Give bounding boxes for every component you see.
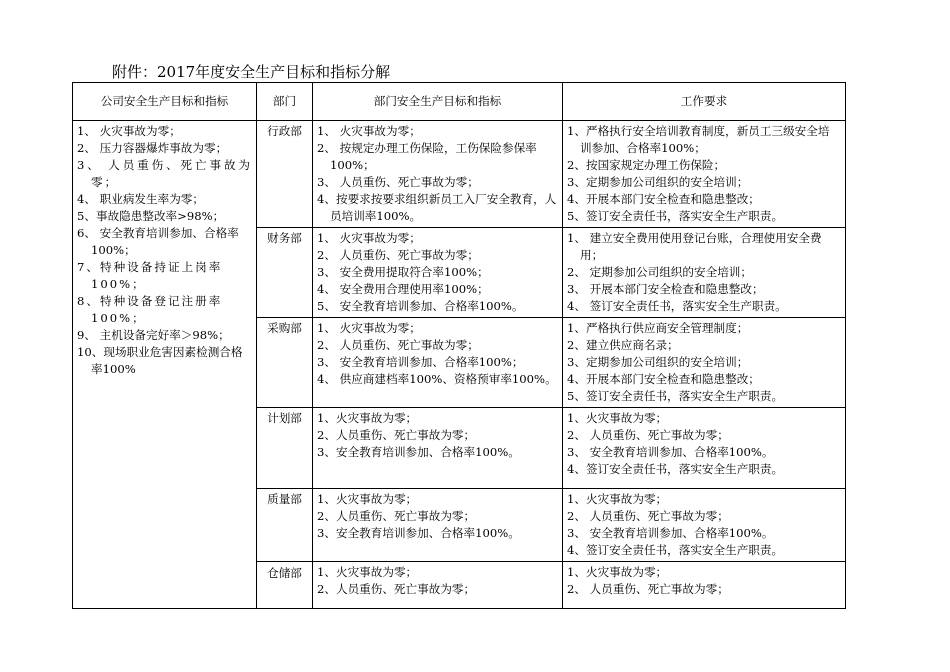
requirement-item: 5、签订安全责任书，落实安全生产职责。 xyxy=(567,389,784,403)
target-item: 4、按要求按要求组织新员工入厂安全教育，人员培训率100%。 xyxy=(317,192,557,223)
requirement-item: 1、严格执行供应商安全管理制度； xyxy=(567,321,749,335)
requirement-item: 3、 安全教育培训参加、合格率100%。 xyxy=(567,445,774,459)
requirement-item: 3、定期参加公司组织的安全培训； xyxy=(567,175,749,189)
requirement-item: 3、定期参加公司组织的安全培训； xyxy=(567,355,749,369)
requirement-item: 1、火灾事故为零； xyxy=(567,565,668,579)
targets-table xyxy=(72,82,846,609)
requirements-cell xyxy=(563,489,846,562)
requirement-item: 1、火灾事故为零； xyxy=(567,492,668,506)
department-targets-cell xyxy=(313,121,563,228)
department-targets-cell xyxy=(313,489,563,562)
company-target-item: 5、事故隐患整改率>98%； xyxy=(77,209,225,223)
department-name: 行政部 xyxy=(257,121,313,228)
department-name: 采购部 xyxy=(257,318,313,408)
target-item: 1、火灾事故为零； xyxy=(317,411,418,425)
target-item: 3、 安全费用提取符合率100%； xyxy=(317,265,489,279)
requirement-item: 1、火灾事故为零； xyxy=(567,411,668,425)
header-row xyxy=(73,83,846,121)
target-item: 1、 火灾事故为零； xyxy=(317,231,421,245)
target-item: 2、 人员重伤、死亡事故为零； xyxy=(317,338,479,352)
document-title: 附件：2017年度安全生产目标和指标分解 xyxy=(112,63,391,81)
target-item: 2、 人员重伤、死亡事故为零； xyxy=(317,248,479,262)
requirement-item: 4、签订安全责任书，落实安全生产职责。 xyxy=(567,543,784,557)
requirements-cell xyxy=(563,228,846,318)
table-row xyxy=(73,121,846,228)
requirements-cell xyxy=(563,121,846,228)
requirement-item: 2、 人员重伤、死亡事故为零； xyxy=(567,509,729,523)
requirement-item: 5、签订安全责任书，落实安全生产职责。 xyxy=(567,209,784,223)
target-item: 2、 按规定办理工伤保险，工伤保险参保率100%； xyxy=(317,141,537,172)
requirement-item: 4、开展本部门安全检查和隐患整改； xyxy=(567,372,760,386)
target-item: 1、火灾事故为零； xyxy=(317,565,418,579)
requirement-item: 2、建立供应商名录； xyxy=(567,338,679,352)
requirement-item: 2、 定期参加公司组织的安全培训； xyxy=(567,265,752,279)
company-target-item: 1、 火灾事故为零； xyxy=(77,124,181,138)
department-name: 财务部 xyxy=(257,228,313,318)
company-target-item: 10、现场职业危害因素检测合格率100% xyxy=(77,345,243,376)
department-name: 质量部 xyxy=(257,489,313,562)
department-name: 仓储部 xyxy=(257,562,313,609)
target-item: 2、人员重伤、死亡事故为零； xyxy=(317,582,476,596)
target-item: 2、人员重伤、死亡事故为零； xyxy=(317,428,476,442)
company-target-item: 3、 人员重伤、死亡事故为零； xyxy=(77,158,252,189)
target-item: 2、人员重伤、死亡事故为零； xyxy=(317,509,476,523)
target-item: 1、 火灾事故为零； xyxy=(317,124,421,138)
requirement-item: 1、 建立安全费用使用登记台账，合理使用安全费用； xyxy=(567,231,822,262)
target-item: 1、火灾事故为零； xyxy=(317,492,418,506)
requirement-item: 3、 安全教育培训参加、合格率100%。 xyxy=(567,526,774,540)
header-department: 部门 xyxy=(257,83,313,121)
company-targets-cell xyxy=(73,121,257,609)
company-target-item: 7、特种设备持证上岗率100%； xyxy=(77,260,223,291)
target-item: 3、安全教育培训参加、合格率100%。 xyxy=(317,526,520,540)
target-item: 5、 安全教育培训参加、合格率100%。 xyxy=(317,299,524,313)
requirement-item: 2、按国家规定办理工伤保险； xyxy=(567,158,726,172)
requirements-cell xyxy=(563,562,846,609)
requirement-item: 2、 人员重伤、死亡事故为零； xyxy=(567,582,729,596)
header-department-targets: 部门安全生产目标和指标 xyxy=(313,83,563,121)
requirement-item: 2、 人员重伤、死亡事故为零； xyxy=(567,428,729,442)
requirement-item: 1、严格执行安全培训教育制度，新员工三级安全培训参加、合格率100%； xyxy=(567,124,830,155)
company-target-item: 6、 安全教育培训参加、合格率100%； xyxy=(77,226,239,257)
company-target-item: 8、特种设备登记注册率100%； xyxy=(77,294,223,325)
target-item: 4、 供应商建档率100%、资格预审率100%。 xyxy=(317,372,557,386)
target-item: 4、 安全费用合理使用率100%； xyxy=(317,282,489,296)
company-target-item: 4、 职业病发生率为零； xyxy=(77,192,204,206)
requirement-item: 4、签订安全责任书，落实安全生产职责。 xyxy=(567,462,784,476)
header-company-targets: 公司安全生产目标和指标 xyxy=(73,83,257,121)
company-target-item: 2、 压力容器爆炸事故为零； xyxy=(77,141,228,155)
requirement-item: 4、开展本部门安全检查和隐患整改； xyxy=(567,192,760,206)
target-item: 3、 安全教育培训参加、合格率100%； xyxy=(317,355,524,369)
requirement-item: 4、 签订安全责任书，落实安全生产职责。 xyxy=(567,299,787,313)
department-targets-cell xyxy=(313,228,563,318)
requirement-item: 3、 开展本部门安全检查和隐患整改； xyxy=(567,282,764,296)
department-name: 计划部 xyxy=(257,408,313,489)
requirements-cell xyxy=(563,318,846,408)
target-item: 1、 火灾事故为零； xyxy=(317,321,421,335)
target-item: 3、 人员重伤、死亡事故为零； xyxy=(317,175,479,189)
department-targets-cell xyxy=(313,408,563,489)
company-target-item: 9、 主机设备完好率＞98%； xyxy=(77,328,230,342)
department-targets-cell xyxy=(313,318,563,408)
header-work-requirements: 工作要求 xyxy=(563,83,846,121)
department-targets-cell xyxy=(313,562,563,609)
requirements-cell xyxy=(563,408,846,489)
target-item: 3、安全教育培训参加、合格率100%。 xyxy=(317,445,520,459)
